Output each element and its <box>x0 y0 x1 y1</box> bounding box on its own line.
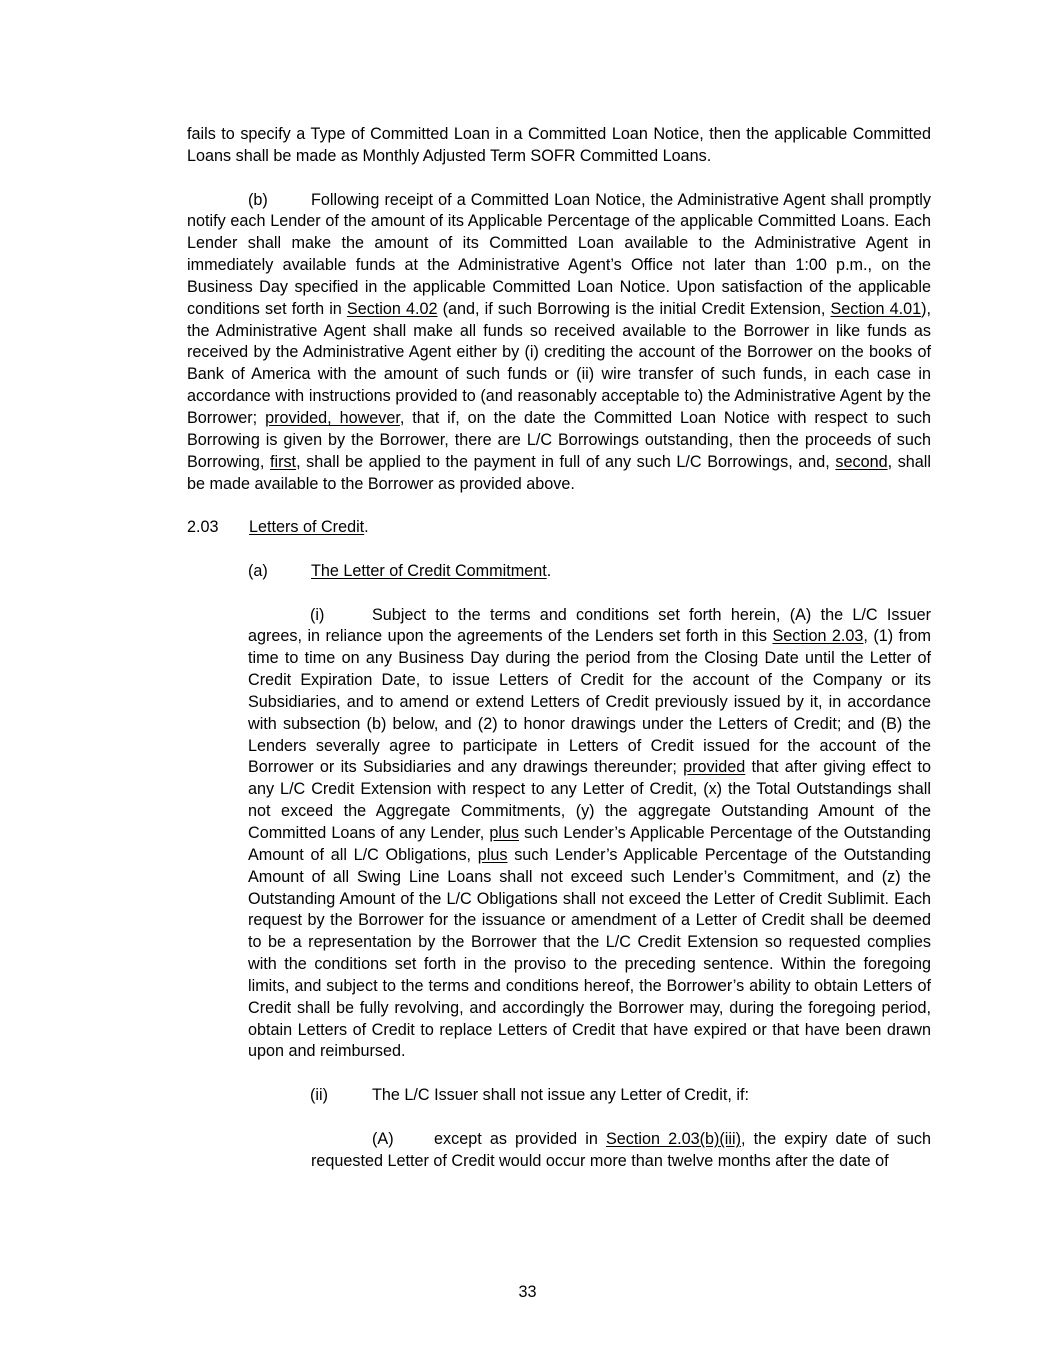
clause-A <box>187 1129 931 1173</box>
paragraph-text: ), the Administrative Agent shall make all funds so received available to the Borrower in like funds as received by the Administrative Agent either by (i) crediting the account of the Borrower on the books of Bank of America with the amount of such funds or (ii) wire transfer of such funds, in each case in accordance with instructions provided to (and reasonably acceptable to) the Administrative Agent by the Borrower; <box>187 299 931 427</box>
section-heading <box>187 517 931 539</box>
defined-term: plus <box>477 845 508 864</box>
defined-term: second <box>835 452 888 471</box>
section-title: Letters of Credit <box>249 518 365 537</box>
clause-text: that after giving effect to any L/C Credit Extension with respect to any Letter of Credit, (x) the Total Outstandings shall not exceed the Aggregate Commitments, (y) the aggregate Outstanding Amount of the Committed Loans of any Lender, <box>248 758 931 842</box>
section-reference: Section 4.02 <box>346 299 438 318</box>
paragraph-continuation <box>187 124 931 168</box>
clause-text: The L/C Issuer shall not issue any Letter of Credit, if: <box>372 1086 749 1105</box>
defined-term: provided <box>683 758 746 777</box>
paragraph-b <box>187 190 931 496</box>
clause-ii <box>187 1085 931 1107</box>
paragraph-text: Following receipt of a Committed Loan Notice, the Administrative Agent shall promptly notify each Lender of the amount of its Applicable Percentage of the applicable Committed Loans. Each Lender shall make the amount of its Committed Loan available to the Administrative Agent in immediately available funds at the Administrative Agent’s Office not later than 1:00 p.m., on the Business Day specified in the applicable Committed Loan Notice. Upon satisfaction of the applicable conditions set forth in <box>187 190 931 318</box>
page-number: 33 <box>518 1283 537 1301</box>
clause-i <box>187 605 931 1064</box>
section-reference: Section 2.03(b)(iii) <box>606 1129 741 1148</box>
section-reference: Section 4.01 <box>830 299 922 318</box>
defined-term: first <box>269 452 297 471</box>
clause-label: (i) <box>310 605 325 624</box>
defined-term: provided, however <box>265 408 400 427</box>
subsection-heading <box>187 561 931 583</box>
subsection-title: The Letter of Credit Commitment <box>311 561 547 580</box>
defined-term: plus <box>489 824 520 842</box>
document-page <box>187 124 931 1173</box>
clause-text: Subject to the terms and conditions set forth herein, (A) the L/C Issuer agrees, in reliance upon the agreements of the Lenders set forth in this <box>248 605 931 646</box>
paragraph-label: (b) <box>248 190 268 209</box>
clause-text: such Lender’s Applicable Percentage of the Outstanding Amount of all L/C Obligations, <box>248 824 931 864</box>
clause-text: , (1) from time to time on any Business Day during the period from the Closing Date until the Letter of Credit Expiration Date, to issue Letters of Credit for the account of the Company or its Subsidiaries, and to amend or extend Letters of Credit previously issued by it, in accordance with subsection (b) below, and (2) to honor drawings under the Letters of Credit; and (B) the Lenders severally agree to participate in Letters of Credit issued for the account of the Borrower or its Subsidiaries and any drawings thereunder; <box>248 627 931 777</box>
clause-text: such Lender’s Applicable Percentage of the Outstanding Amount of all Swing Line Loans shall not exceed such Lender’s Commitment, and (z) the Outstanding Amount of the L/C Obligations shall not exceed the Letter of Credit Sublimit. Each request by the Borrower for the issuance or amendment of a Letter of Credit shall be deemed to be a representation by the Borrower that the L/C Credit Extension so requested complies with the conditions set forth in the proviso to the preceding sentence. Within the foregoing limits, and subject to the terms and conditions hereof, the Borrower’s ability to obtain Letters of Credit shall be fully revolving, and accordingly the Borrower may, during the foregoing period, obtain Letters of Credit to replace Letters of Credit that have expired or that have been drawn upon and reimbursed. <box>248 845 931 1061</box>
clause-label: (A) <box>372 1129 394 1148</box>
clause-text: , the expiry date of such requested Letter of Credit would occur more than twelve months after the date of <box>311 1129 931 1170</box>
subsection-label: (a) <box>248 561 268 580</box>
section-number: 2.03 <box>187 518 219 537</box>
paragraph-text: (and, if such Borrowing is the initial Credit Extension, <box>437 299 831 318</box>
paragraph-text: , shall be made available to the Borrower as provided above. <box>187 452 931 493</box>
clause-text: except as provided in <box>434 1129 606 1148</box>
paragraph-text: fails to specify a Type of Committed Loan in a Committed Loan Notice, then the applicable Committed Loans shall be made as Monthly Adjusted Term SOFR Committed Loans. <box>187 125 931 165</box>
clause-label: (ii) <box>310 1086 328 1105</box>
section-reference: Section 2.03 <box>772 627 864 646</box>
section-title-suffix: . <box>364 518 369 537</box>
paragraph-text: , shall be applied to the payment in full of any such L/C Borrowings, and, <box>296 452 836 471</box>
subsection-title-suffix: . <box>546 561 552 580</box>
paragraph-text: , that if, on the date the Committed Loan Notice with respect to such Borrowing is given by the Borrower, there are L/C Borrowings outstanding, then the proceeds of such Borrowing, <box>187 408 931 471</box>
